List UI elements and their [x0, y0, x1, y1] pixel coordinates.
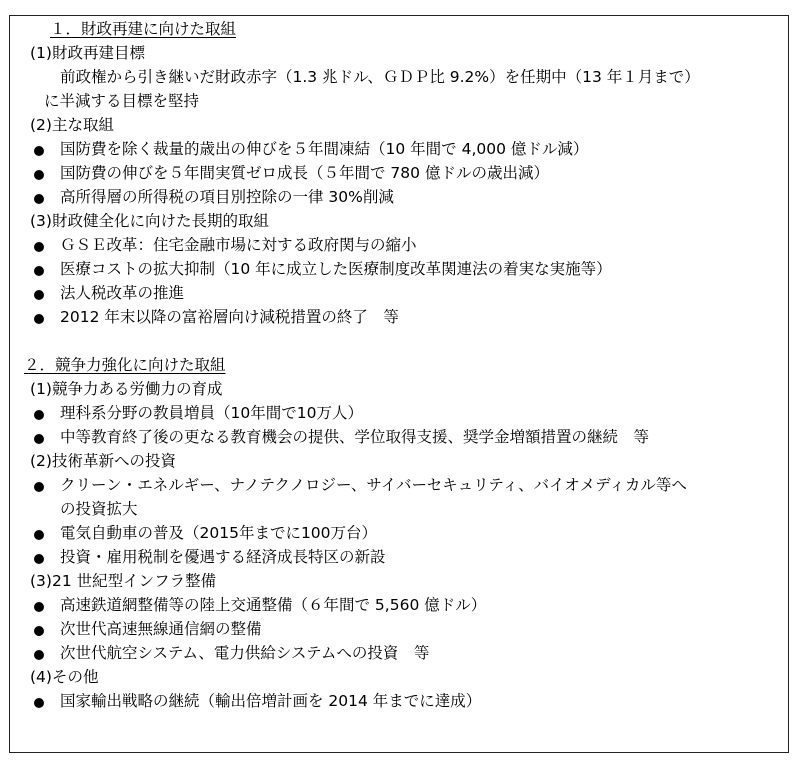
list-item: 電気自動車の普及（2015年までに100万台）	[60, 524, 378, 542]
section1-sub1-para-line1: 前政権から引き継いだ財政赤字（1.3 兆ドル、ＧＤＰ比 9.2%）を任期中（13 年１月まで）	[60, 68, 700, 86]
list-item: 高速鉄道網整備等の陸上交通整備（６年間で 5,560 億ドル）	[60, 596, 487, 614]
list-item: ＧＳＥ改革：住宅金融市場に対する政府関与の縮小	[60, 236, 417, 254]
bullet-icon	[34, 482, 44, 492]
list-item: 国防費の伸びを５年間実質ゼロ成長（５年間で 780 億ドルの歳出減）	[60, 164, 549, 182]
list-item: 投資・雇用税制を優遇する経済成長特区の新設	[60, 548, 386, 566]
bullet-icon	[34, 314, 44, 324]
bullet-icon	[34, 266, 44, 276]
list-item: 医療コストの拡大抑制（10 年に成立した医療制度改革関連法の着実な実施等）	[60, 260, 612, 278]
list-item: 次世代航空システム、電力供給システムへの投資 等	[60, 644, 430, 662]
section2-heading: ２．競争力強化に向けた取組	[24, 356, 226, 374]
bullet-icon	[34, 434, 44, 444]
bullet-icon	[34, 602, 44, 612]
bullet-icon	[34, 410, 44, 420]
list-item: 国家輸出戦略の継続（輸出倍増計画を 2014 年までに達成）	[60, 692, 482, 710]
section2-sub3-label: (3)21 世紀型インフラ整備	[30, 572, 217, 590]
section2-sub4-label: (4)その他	[30, 668, 99, 686]
section2-sub2-label: (2)技術革新への投資	[30, 452, 176, 470]
list-item: 国防費を除く裁量的歳出の伸びを５年間凍結（10 年間で 4,000 億ドル減）	[60, 140, 589, 158]
list-item-continuation: の投資拡大	[60, 500, 138, 518]
section1-heading: １．財政再建に向けた取組	[50, 20, 237, 38]
section1-sub2-label: (2)主な取組	[30, 116, 114, 134]
list-item: 中等教育終了後の更なる教育機会の提供、学位取得支援、奨学金増額措置の継続 等	[60, 428, 650, 446]
list-item: 次世代高速無線通信網の整備	[60, 620, 262, 638]
section1-sub1-label: (1)財政再建目標	[30, 44, 145, 62]
section1-sub1-para-line2: に半減する目標を堅持	[44, 92, 200, 110]
bullet-icon	[34, 530, 44, 540]
section1-sub3-label: (3)財政健全化に向けた長期的取組	[30, 212, 269, 230]
bullet-icon	[34, 554, 44, 564]
section2-sub1-label: (1)競争力ある労働力の育成	[30, 380, 223, 398]
list-item: 法人税改革の推進	[60, 284, 185, 302]
bullet-icon	[34, 146, 44, 156]
list-item: 高所得層の所得税の項目別控除の一律 30%削減	[60, 188, 394, 206]
bullet-icon	[34, 650, 44, 660]
document-frame	[9, 15, 789, 753]
list-item: 2012 年末以降の富裕層向け減税措置の終了 等	[60, 308, 399, 326]
bullet-icon	[34, 242, 44, 252]
bullet-icon	[34, 698, 44, 708]
list-item: クリーン・エネルギー、ナノテクノロジー、サイバーセキュリティ、バイオメディカル等へ	[60, 476, 687, 494]
bullet-icon	[34, 170, 44, 180]
bullet-icon	[34, 290, 44, 300]
bullet-icon	[34, 194, 44, 204]
bullet-icon	[34, 626, 44, 636]
list-item: 理科系分野の教員増員（10年間で10万人）	[60, 404, 363, 422]
